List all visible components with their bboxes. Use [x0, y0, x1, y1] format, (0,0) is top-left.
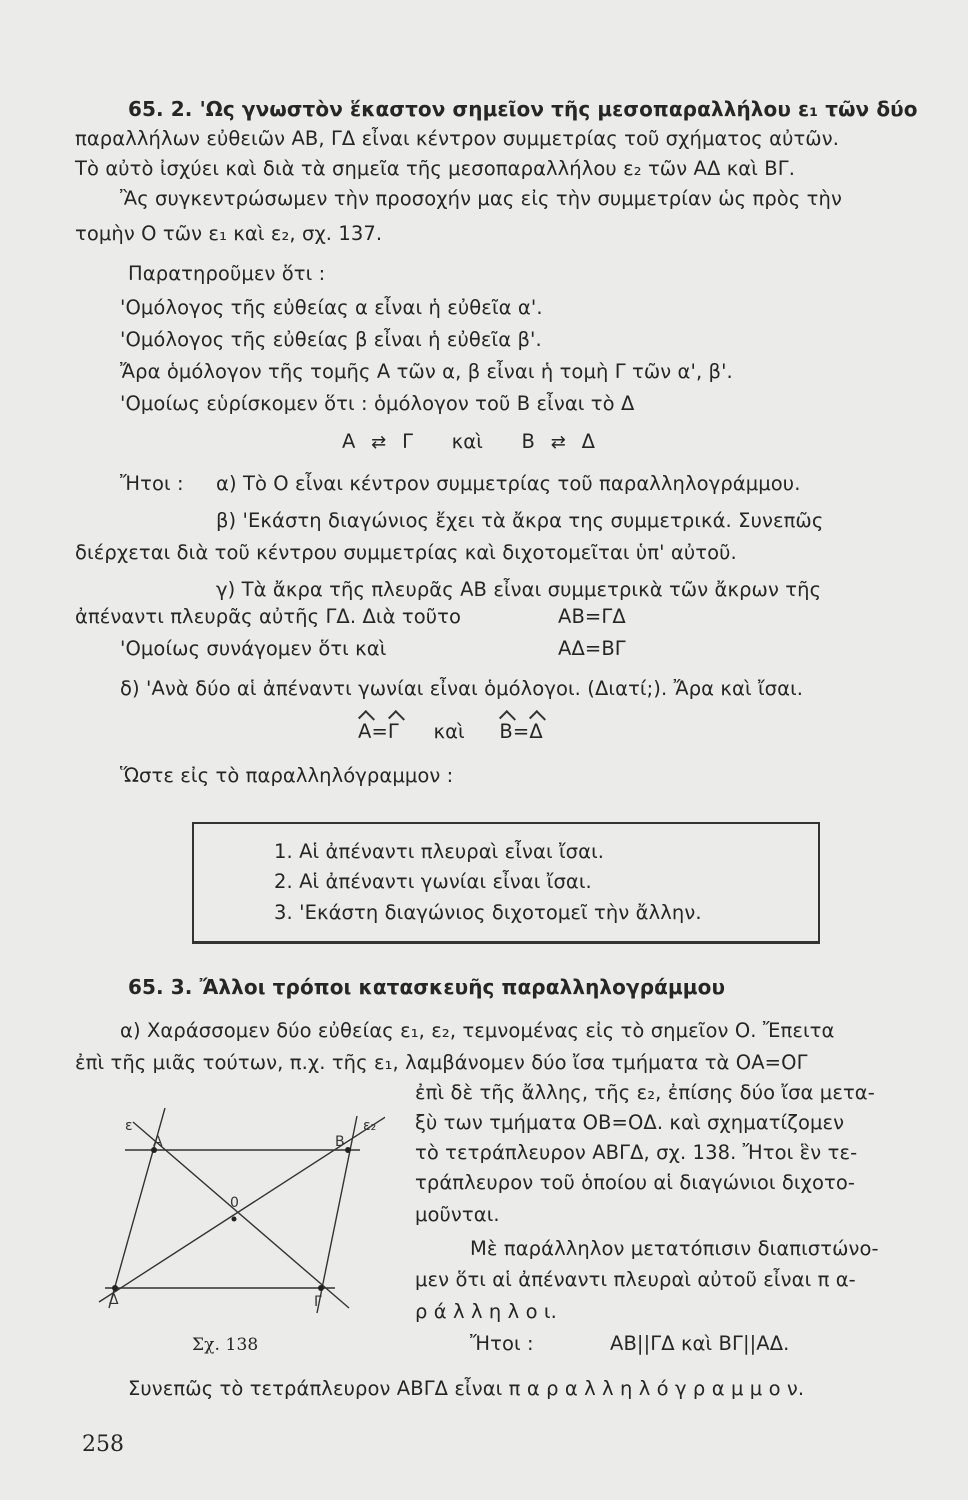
equation-homologous-points	[342, 430, 595, 455]
eq-point-a: Α	[342, 430, 356, 453]
point-b	[345, 1147, 351, 1153]
text-line: τὸ τετράπλευρον ΑΒΓΔ, σχ. 138. Ἤτοι ἓν τε-	[415, 1141, 858, 1164]
text-line: α) Τὸ Ο εἶναι κέντρον συμμετρίας τοῦ παραλληλογράμμου.	[216, 472, 801, 495]
eq-conjunction: καὶ	[433, 720, 465, 743]
text-line: Παρατηροῦμεν ὅτι :	[128, 262, 326, 285]
text-line: Ἄρα ὁμόλογον τῆς τομῆς Α τῶν α, β εἶναι ἡ τομὴ Γ τῶν α', β'.	[120, 360, 733, 383]
equation-ab-gd: ΑΒ=ΓΔ	[558, 605, 626, 628]
label-e1: ε	[125, 1118, 133, 1134]
section-65-3-heading: 65. 3. Ἄλλοι τρόποι κατασκευῆς παραλληλογράμμου	[128, 975, 726, 999]
label-b: Β	[335, 1134, 345, 1150]
angle-a: Α	[358, 720, 372, 743]
summary-item: 3. 'Εκάστη διαγώνιος διχοτομεῖ τὴν ἄλλην.	[274, 901, 702, 924]
text-line: ἀπέναντι πλευρᾶς αὐτῆς ΓΔ. Διὰ τοῦτο	[75, 605, 461, 628]
text-line: παραλλήλων εὐθειῶν ΑΒ, ΓΔ εἶναι κέντρον συμμετρίας τοῦ σχήματος αὐτῶν.	[75, 127, 840, 150]
equation-ad-bg: ΑΔ=ΒΓ	[558, 637, 626, 660]
text-line: διέρχεται διὰ τοῦ κέντρου συμμετρίας καὶ διχοτομεῖται ὑπ' αὐτοῦ.	[75, 541, 737, 564]
label-o: 0	[230, 1195, 239, 1211]
figure-138-parallelogram	[95, 1108, 385, 1318]
text-line: τομὴν Ο τῶν ε₁ καὶ ε₂, σχ. 137.	[75, 222, 383, 245]
summary-item: 2. Αἱ ἀπέναντι γωνίαι εἶναι ἴσαι.	[274, 870, 592, 893]
angle-g: Γ	[387, 720, 399, 743]
summary-item: 1. Αἱ ἀπέναντι πλευραὶ εἶναι ἴσαι.	[274, 840, 605, 863]
text-line: 'Ομόλογος τῆς εὐθείας α εἶναι ἡ εὐθεῖα α'.	[120, 296, 543, 319]
eq-point-g: Γ	[402, 430, 414, 453]
text-line: μεν ὅτι αἱ ἀπέναντι πλευραὶ αὐτοῦ εἶναι π α-	[415, 1268, 856, 1291]
point-g	[318, 1285, 324, 1291]
text-line-lead: Ἤτοι :	[120, 472, 184, 495]
text-line: Ὥστε εἰς τὸ παραλληλόγραμμον :	[120, 764, 454, 787]
text-line-lead: Ἤτοι :	[470, 1332, 534, 1355]
label-d: Δ	[109, 1292, 119, 1308]
page-number: 258	[82, 1432, 124, 1457]
angle-d: Δ	[529, 720, 543, 743]
text-line: Τὸ αὐτὸ ἰσχύει καὶ διὰ τὰ σημεῖα τῆς μεσοπαραλλήλου ε₂ τῶν ΑΔ καὶ ΒΓ.	[75, 157, 795, 180]
double-arrow-icon: ⇄	[550, 432, 566, 453]
text-line: Ἂς συγκεντρώσωμεν τὴν προσοχήν μας εἰς τὴν συμμετρίαν ὡς πρὸς τὴν	[120, 187, 842, 210]
text-line: β) 'Εκάστη διαγώνιος ἔχει τὰ ἄκρα της συμμετρικά. Συνεπῶς	[216, 509, 824, 532]
figure-caption: Σχ. 138	[192, 1335, 259, 1355]
text-line: α) Χαράσσομεν δύο εὐθείας ε₁, ε₂, τεμνομένας εἰς τὸ σημεῖον Ο. Ἔπειτα	[120, 1019, 835, 1042]
text-line: μοῦνται.	[415, 1203, 500, 1226]
equation-angles: Α=Γ καὶ Β=Δ	[358, 720, 543, 743]
text-line: 'Ομοίως συνάγομεν ὅτι καὶ	[120, 637, 387, 660]
eq-conjunction: καὶ	[451, 430, 483, 453]
eq-point-b: Β	[521, 430, 536, 453]
point-o	[232, 1217, 237, 1222]
text-line: γ) Τὰ ἄκρα τῆς πλευρᾶς ΑΒ εἶναι συμμετρικὰ τῶν ἄκρων τῆς	[216, 578, 822, 601]
text-line: Μὲ παράλληλον μετατόπισιν διαπιστώνο-	[470, 1237, 879, 1260]
double-arrow-icon: ⇄	[371, 432, 387, 453]
text-line: 'Ομοίως εὑρίσκομεν ὅτι : ὁμόλογον τοῦ Β εἶναι τὸ Δ	[120, 392, 635, 415]
text-line: ἐπὶ δὲ τῆς ἄλλης, τῆς ε₂, ἐπίσης δύο ἴσα μετα-	[415, 1081, 875, 1104]
text-line: τράπλευρον τοῦ ὁποίου αἱ διαγώνιοι διχοτο-	[415, 1171, 855, 1194]
label-g: Γ	[314, 1294, 322, 1310]
eq-point-d: Δ	[581, 430, 596, 453]
angle-b: Β	[499, 720, 513, 743]
text-line: δ) 'Ανὰ δύο αἱ ἀπέναντι γωνίαι εἶναι ὁμόλογοι. (Διατί;). Ἄρα καὶ ἴσαι.	[120, 677, 804, 700]
text-line: ΑΒ||ΓΔ καὶ ΒΓ||ΑΔ.	[610, 1332, 790, 1355]
section-65-2-first-line: 65. 2. 'Ως γνωστὸν ἕκαστον σημεῖον τῆς μεσοπαραλλήλου ε₁ τῶν δύο	[128, 97, 918, 121]
text-line: ἐπὶ τῆς μιᾶς τούτων, π.χ. τῆς ε₁, λαμβάνομεν δύο ἴσα τμήματα τὰ ΟΑ=ΟΓ	[75, 1051, 808, 1074]
label-e2: ε₂	[363, 1118, 377, 1134]
text-line: Συνεπῶς τὸ τετράπλευρον ΑΒΓΔ εἶναι π α ρ α λ λ η λ ό γ ρ α μ μ ο ν.	[128, 1377, 805, 1400]
label-a: Α	[153, 1134, 163, 1150]
summary-box	[192, 822, 820, 944]
text-line: 'Ομόλογος τῆς εὐθείας β εἶναι ἡ εὐθεῖα β'.	[120, 328, 542, 351]
point-d	[112, 1285, 118, 1291]
text-line: ρ ά λ λ η λ ο ι.	[415, 1300, 557, 1323]
text-line: ξὺ των τμήματα ΟΒ=ΟΔ. καὶ σχηματίζομεν	[415, 1111, 845, 1134]
